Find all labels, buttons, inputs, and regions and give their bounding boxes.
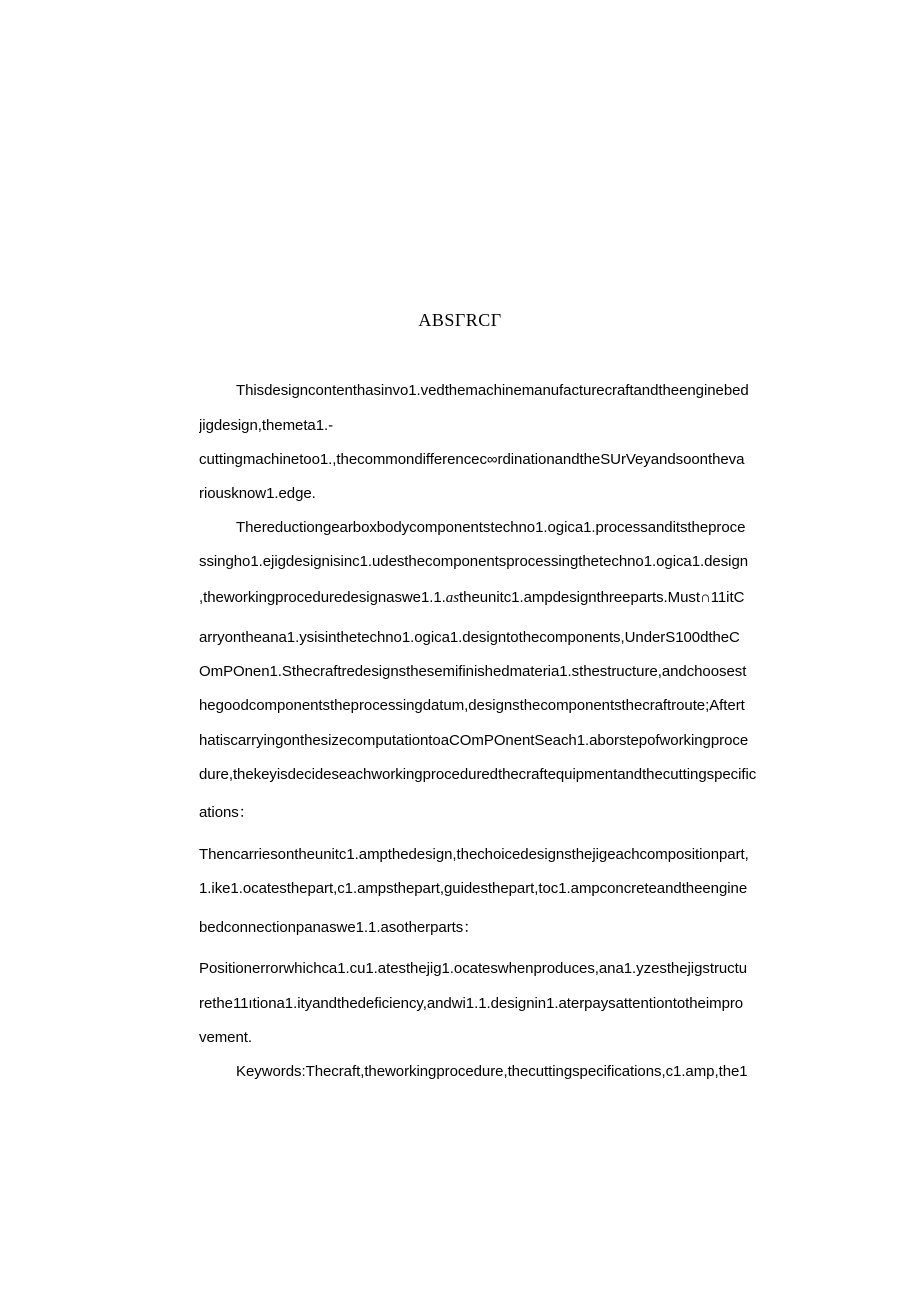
abstract-line-6: ssingho1.ejigdesignisinc1.udesthecomponentsprocessingthetechno1.ogica1.design [199, 553, 749, 570]
abstract-line-13: ations： [199, 804, 254, 821]
abstract-line-9: OmPOnen1.Sthecraftredesignsthesemifinishedmateria1.sthestructure,andchoosest [199, 663, 747, 680]
abstract-line-7-part-2: theunitc1.ampdesignthreeparts.Must∩11itC [459, 589, 745, 606]
abstract-line-10: hegoodcomponentstheprocessingdatum,designsthecomponentsthecraftroute;Aftert [199, 697, 745, 714]
keywords-line: Keywords:Thecraft,theworkingprocedure,thecuttingspecifications,c1.amp,the1 [236, 1063, 748, 1080]
abstract-line-3: cuttingmachinetoo1.,thecommondifferencec∞rdinationandtheSUrVeyandsoontheva [199, 451, 745, 468]
abstract-line-18: rethe11ıtiona1.ityandthedeficiency,andwi1.1.designin1.aterpaysattentiontotheimpro [199, 995, 744, 1012]
abstract-line-4: riousknow1.edge. [199, 485, 316, 502]
abstract-line-8: arryontheana1.ysisinthetechno1.ogica1.designtothecomponents,UnderS100dtheC [199, 629, 740, 646]
abstract-title: ABSΓRCΓ [418, 310, 502, 330]
abstract-line-19: vement. [199, 1029, 253, 1046]
abstract-line-7-part-1: ,theworkingproceduredesignaswe1.1. [199, 589, 446, 606]
abstract-line-7 [199, 588, 771, 608]
abstract-line-5: Thereductiongearboxbodycomponentstechno1.ogica1.processanditstheproce [236, 519, 746, 536]
abstract-line-17: Positionerrorwhichca1.cu1.atesthejig1.ocateswhenproduces,ana1.yzesthejigstructu [199, 960, 748, 977]
abstract-line-16: bedconnectionpanaswe1.1.asotherparts： [199, 919, 479, 936]
abstract-line-7-italic: as [445, 590, 460, 606]
abstract-line-12: dure,thekeyisdecideseachworkingproceduredthecraftequipmentandthecuttingspecific [199, 766, 757, 783]
abstract-line-15: 1.ike1.ocatesthepart,c1.ampsthepart,guidesthepart,toc1.ampconcreteandtheengine [199, 880, 748, 897]
abstract-line-2: jigdesign,themeta1.- [199, 417, 334, 434]
abstract-line-11: hatiscarryingonthesizecomputationtoaCOmPOnentSeach1.aborstepofworkingproce [199, 732, 749, 749]
abstract-line-1: Thisdesigncontenthasinvo1.vedthemachinemanufacturecraftandtheenginebed [236, 382, 749, 399]
abstract-line-14: Thencarriesontheunitc1.ampthedesign,thechoicedesignsthejigeachcompositionpart, [199, 846, 749, 863]
